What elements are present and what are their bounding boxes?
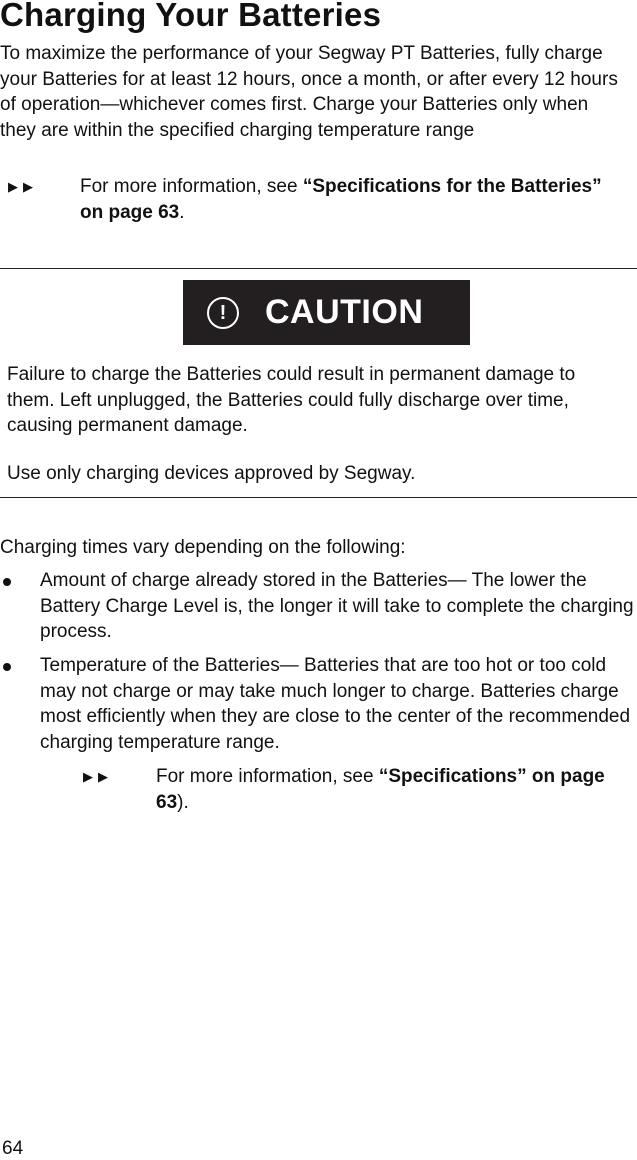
reference-link[interactable]: “Specifications for the Batteries” on page 63 bbox=[80, 176, 602, 223]
page-number: 64 bbox=[2, 1138, 24, 1159]
reference-prefix: For more information, see bbox=[80, 176, 303, 197]
list-item-text: Amount of charge already stored in the Batteries— The lower the Battery Charge Level is, the longer it will take to complete the charging process. bbox=[40, 570, 634, 642]
caution-top-divider bbox=[0, 268, 637, 269]
reference-suffix: . bbox=[179, 202, 185, 223]
exclamation-circle-icon: ! bbox=[207, 297, 239, 329]
caution-paragraph: Failure to charge the Batteries could result in permanent damage to them. Left unplugged, the Batteries could fully discharge over time, causing permanent damage. bbox=[7, 364, 576, 436]
page-title: Charging Your Batteries bbox=[0, 0, 382, 33]
double-arrow-icon: ▶▶ bbox=[83, 769, 113, 784]
bullet-dot-icon bbox=[3, 663, 11, 671]
double-arrow-icon: ▶▶ bbox=[8, 179, 38, 194]
caution-banner bbox=[183, 280, 470, 345]
reference-suffix: ). bbox=[177, 792, 189, 813]
lead-sentence: Charging times vary depending on the following: bbox=[0, 537, 406, 558]
bullet-dot-icon bbox=[3, 578, 11, 586]
intro-paragraph: To maximize the performance of your Segway PT Batteries, fully charge your Batteries for at least 12 hours, once a month, or after every 12 hours of operation—whichever comes first. Charge your Batteries only when they are within the specified charging temperature range bbox=[0, 43, 618, 141]
caution-bottom-divider bbox=[0, 497, 637, 498]
reference-link[interactable]: “Specifications” on page 63 bbox=[156, 766, 605, 813]
caution-label: CAUTION bbox=[265, 293, 424, 331]
cross-reference-text bbox=[156, 764, 636, 816]
list-item-text: Temperature of the Batteries— Batteries that are too hot or too cold may not charge or may take much longer to charge. Batteries charge most efficiently when they are close to the center of the recommended charging temperature range. bbox=[40, 655, 631, 753]
cross-reference-text bbox=[80, 174, 620, 226]
reference-prefix: For more information, see bbox=[156, 766, 379, 787]
caution-paragraph: Use only charging devices approved by Segway. bbox=[7, 463, 416, 484]
